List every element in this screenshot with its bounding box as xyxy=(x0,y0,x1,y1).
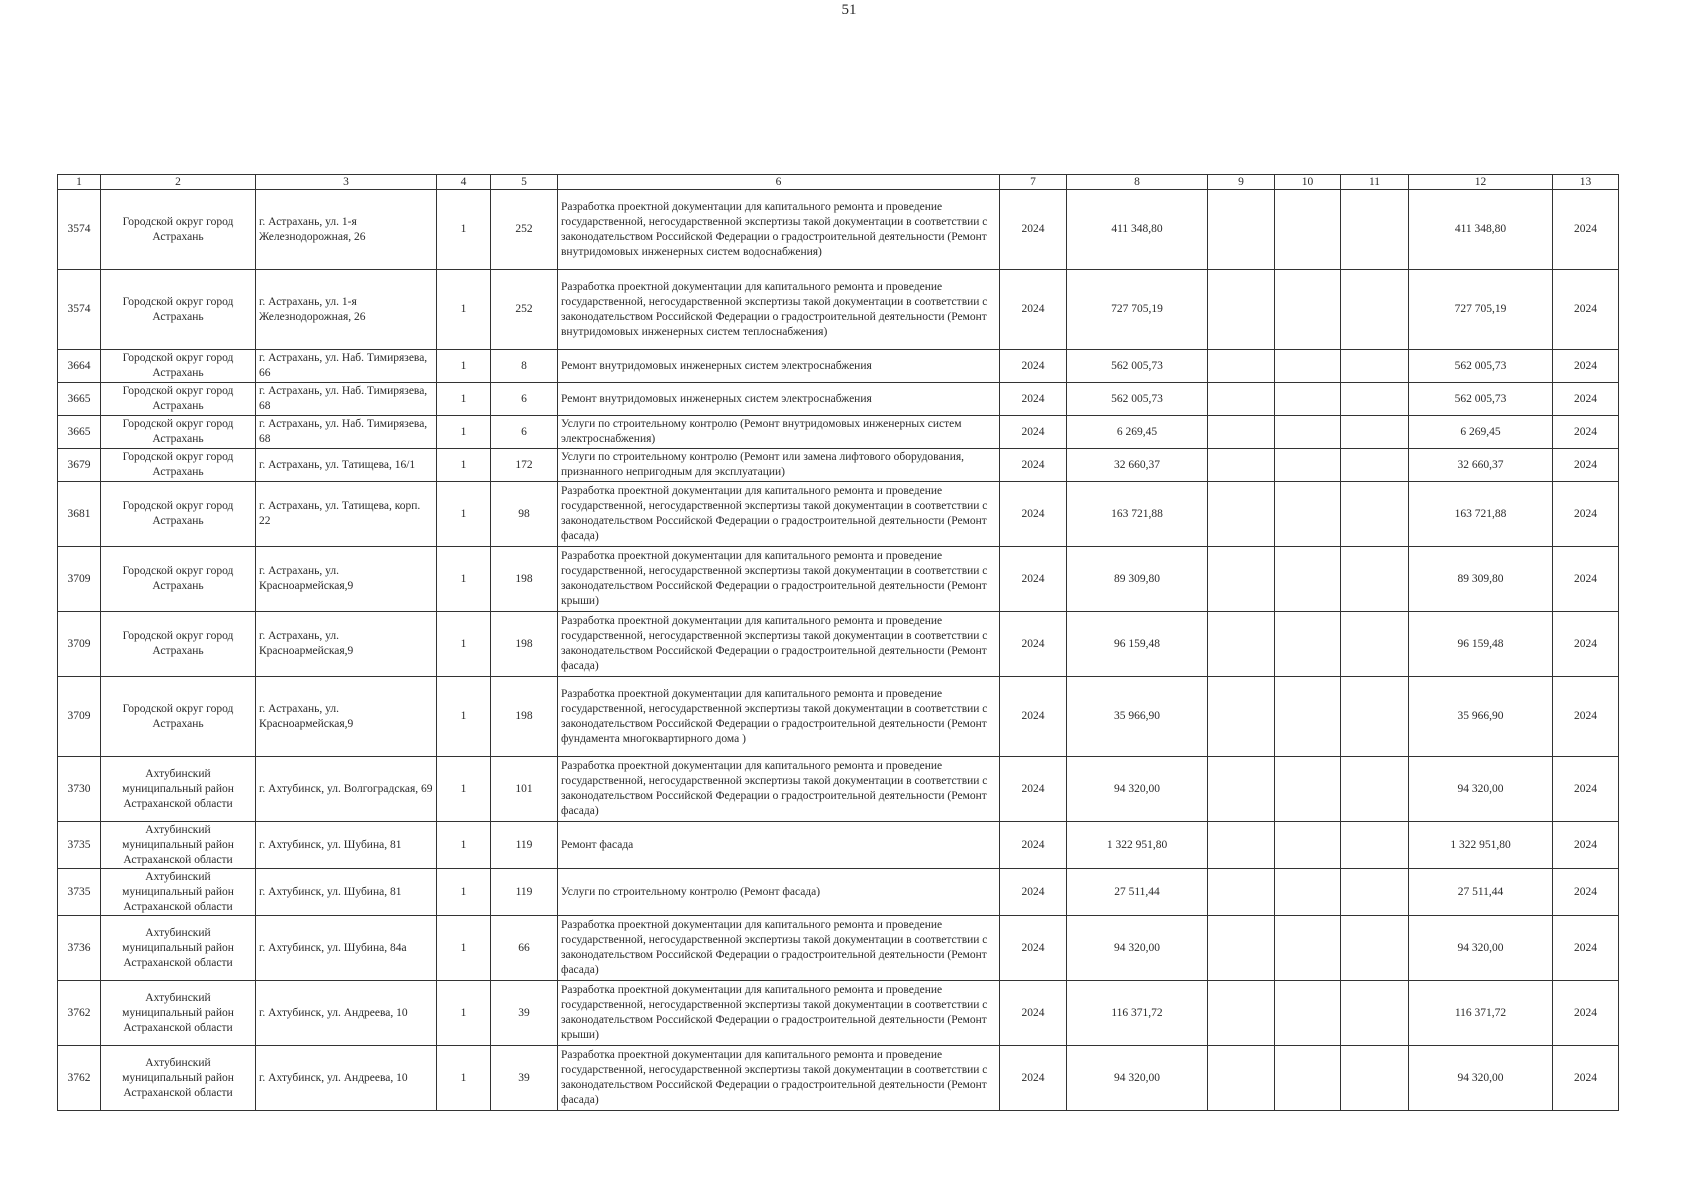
year-cell: 2024 xyxy=(1000,757,1067,822)
col5-cell: 119 xyxy=(491,822,558,869)
col-header: 5 xyxy=(491,175,558,190)
amount-cell: 32 660,37 xyxy=(1067,449,1208,482)
col5-cell: 98 xyxy=(491,482,558,547)
total-cell: 96 159,48 xyxy=(1409,612,1553,677)
col4-cell: 1 xyxy=(437,547,491,612)
year-cell: 2024 xyxy=(1000,677,1067,757)
amount-cell: 94 320,00 xyxy=(1067,1046,1208,1111)
col-header: 7 xyxy=(1000,175,1067,190)
completion-year-cell: 2024 xyxy=(1553,416,1619,449)
col11-cell xyxy=(1341,757,1409,822)
address-cell: г. Ахтубинск, ул. Волгоградская, 69 xyxy=(256,757,437,822)
district-cell: Ахтубинский муниципальный район Астраханской области xyxy=(101,869,256,916)
row-number: 3574 xyxy=(58,190,101,270)
col10-cell xyxy=(1275,981,1341,1046)
col9-cell xyxy=(1208,981,1275,1046)
row-number: 3730 xyxy=(58,757,101,822)
row-number: 3709 xyxy=(58,612,101,677)
year-cell: 2024 xyxy=(1000,190,1067,270)
col-header: 4 xyxy=(437,175,491,190)
page-number: 51 xyxy=(841,2,857,18)
district-cell: Ахтубинский муниципальный район Астраханской области xyxy=(101,981,256,1046)
row-number: 3709 xyxy=(58,547,101,612)
header-row xyxy=(58,175,1619,190)
col-header: 13 xyxy=(1553,175,1619,190)
address-cell: г. Астрахань, ул. Наб. Тимирязева, 68 xyxy=(256,383,437,416)
work-description: Услуги по строительному контролю (Ремонт внутридомовых инженерных систем электроснабжения) xyxy=(558,416,1000,449)
col9-cell xyxy=(1208,612,1275,677)
address-cell: г. Астрахань, ул. Красноармейская,9 xyxy=(256,677,437,757)
total-cell: 727 705,19 xyxy=(1409,270,1553,350)
completion-year-cell: 2024 xyxy=(1553,916,1619,981)
table-body xyxy=(58,190,1619,1111)
table-row xyxy=(58,612,1619,677)
completion-year-cell: 2024 xyxy=(1553,981,1619,1046)
col11-cell xyxy=(1341,612,1409,677)
col10-cell xyxy=(1275,869,1341,916)
amount-cell: 1 322 951,80 xyxy=(1067,822,1208,869)
col5-cell: 6 xyxy=(491,416,558,449)
col10-cell xyxy=(1275,612,1341,677)
completion-year-cell: 2024 xyxy=(1553,383,1619,416)
col10-cell xyxy=(1275,482,1341,547)
col5-cell: 39 xyxy=(491,1046,558,1111)
col10-cell xyxy=(1275,757,1341,822)
table-row xyxy=(58,677,1619,757)
total-cell: 116 371,72 xyxy=(1409,981,1553,1046)
amount-cell: 94 320,00 xyxy=(1067,916,1208,981)
completion-year-cell: 2024 xyxy=(1553,190,1619,270)
table-row xyxy=(58,1046,1619,1111)
work-description: Разработка проектной документации для капитального ремонта и проведение государственной, негосударственной экспертизы такой документации в соответствии с законодательством Российской Федерации о градостроительной деятельности (Ремонт внутридомовых инженерных систем теплоснабжения) xyxy=(558,270,1000,350)
total-cell: 562 005,73 xyxy=(1409,350,1553,383)
year-cell: 2024 xyxy=(1000,270,1067,350)
work-description: Услуги по строительному контролю (Ремонт фасада) xyxy=(558,869,1000,916)
total-cell: 562 005,73 xyxy=(1409,383,1553,416)
col5-cell: 39 xyxy=(491,981,558,1046)
col11-cell xyxy=(1341,190,1409,270)
col9-cell xyxy=(1208,383,1275,416)
district-cell: Городской округ город Астрахань xyxy=(101,383,256,416)
col11-cell xyxy=(1341,547,1409,612)
year-cell: 2024 xyxy=(1000,383,1067,416)
table-row xyxy=(58,416,1619,449)
col4-cell: 1 xyxy=(437,190,491,270)
address-cell: г. Астрахань, ул. Татищева, 16/1 xyxy=(256,449,437,482)
col4-cell: 1 xyxy=(437,482,491,547)
work-description: Разработка проектной документации для капитального ремонта и проведение государственной, негосударственной экспертизы такой документации в соответствии с законодательством Российской Федерации о градостроительной деятельности (Ремонт крыши) xyxy=(558,547,1000,612)
amount-cell: 116 371,72 xyxy=(1067,981,1208,1046)
year-cell: 2024 xyxy=(1000,449,1067,482)
work-description: Разработка проектной документации для капитального ремонта и проведение государственной, негосударственной экспертизы такой документации в соответствии с законодательством Российской Федерации о градостроительной деятельности (Ремонт фасада) xyxy=(558,1046,1000,1111)
year-cell: 2024 xyxy=(1000,416,1067,449)
year-cell: 2024 xyxy=(1000,869,1067,916)
district-cell: Городской округ город Астрахань xyxy=(101,350,256,383)
address-cell: г. Ахтубинск, ул. Андреева, 10 xyxy=(256,1046,437,1111)
address-cell: г. Астрахань, ул. Красноармейская,9 xyxy=(256,547,437,612)
table-row xyxy=(58,190,1619,270)
col4-cell: 1 xyxy=(437,869,491,916)
table-row xyxy=(58,449,1619,482)
col5-cell: 252 xyxy=(491,190,558,270)
district-cell: Городской округ город Астрахань xyxy=(101,547,256,612)
col4-cell: 1 xyxy=(437,981,491,1046)
total-cell: 94 320,00 xyxy=(1409,916,1553,981)
completion-year-cell: 2024 xyxy=(1553,482,1619,547)
work-description: Ремонт фасада xyxy=(558,822,1000,869)
col9-cell xyxy=(1208,416,1275,449)
col10-cell xyxy=(1275,449,1341,482)
col4-cell: 1 xyxy=(437,383,491,416)
col10-cell xyxy=(1275,822,1341,869)
table-row xyxy=(58,547,1619,612)
col11-cell xyxy=(1341,1046,1409,1111)
work-description: Разработка проектной документации для капитального ремонта и проведение государственной, негосударственной экспертизы такой документации в соответствии с законодательством Российской Федерации о градостроительной деятельности (Ремонт крыши) xyxy=(558,981,1000,1046)
row-number: 3735 xyxy=(58,822,101,869)
col4-cell: 1 xyxy=(437,757,491,822)
district-cell: Ахтубинский муниципальный район Астраханской области xyxy=(101,757,256,822)
completion-year-cell: 2024 xyxy=(1553,270,1619,350)
col5-cell: 198 xyxy=(491,677,558,757)
work-description: Разработка проектной документации для капитального ремонта и проведение государственной, негосударственной экспертизы такой документации в соответствии с законодательством Российской Федерации о градостроительной деятельности (Ремонт фасада) xyxy=(558,757,1000,822)
work-description: Разработка проектной документации для капитального ремонта и проведение государственной, негосударственной экспертизы такой документации в соответствии с законодательством Российской Федерации о градостроительной деятельности (Ремонт фасада) xyxy=(558,916,1000,981)
table-row xyxy=(58,383,1619,416)
col9-cell xyxy=(1208,482,1275,547)
amount-cell: 35 966,90 xyxy=(1067,677,1208,757)
col9-cell xyxy=(1208,190,1275,270)
work-description: Разработка проектной документации для капитального ремонта и проведение государственной, негосударственной экспертизы такой документации в соответствии с законодательством Российской Федерации о градостроительной деятельности (Ремонт фасада) xyxy=(558,482,1000,547)
completion-year-cell: 2024 xyxy=(1553,757,1619,822)
col-header: 2 xyxy=(101,175,256,190)
year-cell: 2024 xyxy=(1000,547,1067,612)
district-cell: Городской округ город Астрахань xyxy=(101,416,256,449)
district-cell: Городской округ город Астрахань xyxy=(101,677,256,757)
col9-cell xyxy=(1208,916,1275,981)
district-cell: Городской округ город Астрахань xyxy=(101,190,256,270)
col-header: 6 xyxy=(558,175,1000,190)
address-cell: г. Астрахань, ул. Наб. Тимирязева, 66 xyxy=(256,350,437,383)
col9-cell xyxy=(1208,757,1275,822)
year-cell: 2024 xyxy=(1000,482,1067,547)
col5-cell: 6 xyxy=(491,383,558,416)
col-header: 1 xyxy=(58,175,101,190)
address-cell: г. Астрахань, ул. Наб. Тимирязева, 68 xyxy=(256,416,437,449)
col5-cell: 8 xyxy=(491,350,558,383)
work-description: Ремонт внутридомовых инженерных систем электроснабжения xyxy=(558,383,1000,416)
completion-year-cell: 2024 xyxy=(1553,869,1619,916)
district-cell: Городской округ город Астрахань xyxy=(101,270,256,350)
total-cell: 35 966,90 xyxy=(1409,677,1553,757)
col10-cell xyxy=(1275,416,1341,449)
amount-cell: 562 005,73 xyxy=(1067,350,1208,383)
completion-year-cell: 2024 xyxy=(1553,449,1619,482)
col-header: 10 xyxy=(1275,175,1341,190)
col5-cell: 119 xyxy=(491,869,558,916)
address-cell: г. Ахтубинск, ул. Андреева, 10 xyxy=(256,981,437,1046)
col11-cell xyxy=(1341,869,1409,916)
total-cell: 27 511,44 xyxy=(1409,869,1553,916)
amount-cell: 89 309,80 xyxy=(1067,547,1208,612)
completion-year-cell: 2024 xyxy=(1553,1046,1619,1111)
table-row xyxy=(58,981,1619,1046)
amount-cell: 411 348,80 xyxy=(1067,190,1208,270)
work-description: Услуги по строительному контролю (Ремонт или замена лифтового оборудования, признанного непригодным для эксплуатации) xyxy=(558,449,1000,482)
col4-cell: 1 xyxy=(437,916,491,981)
address-cell: г. Ахтубинск, ул. Шубина, 81 xyxy=(256,822,437,869)
col10-cell xyxy=(1275,270,1341,350)
address-cell: г. Ахтубинск, ул. Шубина, 84а xyxy=(256,916,437,981)
year-cell: 2024 xyxy=(1000,350,1067,383)
col10-cell xyxy=(1275,383,1341,416)
table-row xyxy=(58,270,1619,350)
total-cell: 1 322 951,80 xyxy=(1409,822,1553,869)
amount-cell: 163 721,88 xyxy=(1067,482,1208,547)
col9-cell xyxy=(1208,677,1275,757)
year-cell: 2024 xyxy=(1000,916,1067,981)
district-cell: Городской округ город Астрахань xyxy=(101,449,256,482)
year-cell: 2024 xyxy=(1000,981,1067,1046)
col10-cell xyxy=(1275,547,1341,612)
col4-cell: 1 xyxy=(437,612,491,677)
register-table xyxy=(57,174,1619,1111)
row-number: 3735 xyxy=(58,869,101,916)
table-row xyxy=(58,916,1619,981)
col11-cell xyxy=(1341,416,1409,449)
amount-cell: 6 269,45 xyxy=(1067,416,1208,449)
col5-cell: 66 xyxy=(491,916,558,981)
total-cell: 32 660,37 xyxy=(1409,449,1553,482)
row-number: 3664 xyxy=(58,350,101,383)
col4-cell: 1 xyxy=(437,416,491,449)
table-row xyxy=(58,350,1619,383)
address-cell: г. Астрахань, ул. 1-я Железнодорожная, 26 xyxy=(256,270,437,350)
row-number: 3709 xyxy=(58,677,101,757)
total-cell: 163 721,88 xyxy=(1409,482,1553,547)
col11-cell xyxy=(1341,482,1409,547)
address-cell: г. Ахтубинск, ул. Шубина, 81 xyxy=(256,869,437,916)
col5-cell: 198 xyxy=(491,547,558,612)
col4-cell: 1 xyxy=(437,270,491,350)
year-cell: 2024 xyxy=(1000,1046,1067,1111)
col10-cell xyxy=(1275,916,1341,981)
amount-cell: 562 005,73 xyxy=(1067,383,1208,416)
completion-year-cell: 2024 xyxy=(1553,350,1619,383)
year-cell: 2024 xyxy=(1000,612,1067,677)
row-number: 3574 xyxy=(58,270,101,350)
table-row xyxy=(58,757,1619,822)
work-description: Разработка проектной документации для капитального ремонта и проведение государственной, негосударственной экспертизы такой документации в соответствии с законодательством Российской Федерации о градостроительной деятельности (Ремонт фасада) xyxy=(558,612,1000,677)
completion-year-cell: 2024 xyxy=(1553,547,1619,612)
col11-cell xyxy=(1341,449,1409,482)
col11-cell xyxy=(1341,350,1409,383)
total-cell: 6 269,45 xyxy=(1409,416,1553,449)
amount-cell: 94 320,00 xyxy=(1067,757,1208,822)
col9-cell xyxy=(1208,270,1275,350)
total-cell: 89 309,80 xyxy=(1409,547,1553,612)
col-header: 3 xyxy=(256,175,437,190)
col11-cell xyxy=(1341,981,1409,1046)
table-row xyxy=(58,482,1619,547)
col9-cell xyxy=(1208,547,1275,612)
col5-cell: 198 xyxy=(491,612,558,677)
col10-cell xyxy=(1275,350,1341,383)
total-cell: 94 320,00 xyxy=(1409,1046,1553,1111)
row-number: 3665 xyxy=(58,416,101,449)
col9-cell xyxy=(1208,822,1275,869)
row-number: 3762 xyxy=(58,981,101,1046)
col4-cell: 1 xyxy=(437,449,491,482)
row-number: 3679 xyxy=(58,449,101,482)
district-cell: Ахтубинский муниципальный район Астраханской области xyxy=(101,1046,256,1111)
total-cell: 94 320,00 xyxy=(1409,757,1553,822)
row-number: 3681 xyxy=(58,482,101,547)
col10-cell xyxy=(1275,190,1341,270)
col-header: 12 xyxy=(1409,175,1553,190)
col11-cell xyxy=(1341,916,1409,981)
district-cell: Городской округ город Астрахань xyxy=(101,482,256,547)
completion-year-cell: 2024 xyxy=(1553,677,1619,757)
col4-cell: 1 xyxy=(437,822,491,869)
work-description: Разработка проектной документации для капитального ремонта и проведение государственной, негосударственной экспертизы такой документации в соответствии с законодательством Российской Федерации о градостроительной деятельности (Ремонт внутридомовых инженерных систем водоснабжения) xyxy=(558,190,1000,270)
address-cell: г. Астрахань, ул. Татищева, корп. 22 xyxy=(256,482,437,547)
amount-cell: 27 511,44 xyxy=(1067,869,1208,916)
col-header: 8 xyxy=(1067,175,1208,190)
col5-cell: 252 xyxy=(491,270,558,350)
district-cell: Городской округ город Астрахань xyxy=(101,612,256,677)
completion-year-cell: 2024 xyxy=(1553,822,1619,869)
col5-cell: 172 xyxy=(491,449,558,482)
amount-cell: 727 705,19 xyxy=(1067,270,1208,350)
work-description: Ремонт внутридомовых инженерных систем электроснабжения xyxy=(558,350,1000,383)
year-cell: 2024 xyxy=(1000,822,1067,869)
address-cell: г. Астрахань, ул. Красноармейская,9 xyxy=(256,612,437,677)
district-cell: Ахтубинский муниципальный район Астраханской области xyxy=(101,822,256,869)
col4-cell: 1 xyxy=(437,677,491,757)
row-number: 3762 xyxy=(58,1046,101,1111)
col11-cell xyxy=(1341,677,1409,757)
row-number: 3736 xyxy=(58,916,101,981)
col10-cell xyxy=(1275,677,1341,757)
row-number: 3665 xyxy=(58,383,101,416)
col-header: 11 xyxy=(1341,175,1409,190)
completion-year-cell: 2024 xyxy=(1553,612,1619,677)
col4-cell: 1 xyxy=(437,350,491,383)
col10-cell xyxy=(1275,1046,1341,1111)
table-row xyxy=(58,869,1619,916)
col9-cell xyxy=(1208,449,1275,482)
district-cell: Ахтубинский муниципальный район Астраханской области xyxy=(101,916,256,981)
col9-cell xyxy=(1208,1046,1275,1111)
total-cell: 411 348,80 xyxy=(1409,190,1553,270)
table-row xyxy=(58,822,1619,869)
work-description: Разработка проектной документации для капитального ремонта и проведение государственной, негосударственной экспертизы такой документации в соответствии с законодательством Российской Федерации о градостроительной деятельности (Ремонт фундамента многоквартирного дома ) xyxy=(558,677,1000,757)
amount-cell: 96 159,48 xyxy=(1067,612,1208,677)
col4-cell: 1 xyxy=(437,1046,491,1111)
col5-cell: 101 xyxy=(491,757,558,822)
col11-cell xyxy=(1341,383,1409,416)
col11-cell xyxy=(1341,270,1409,350)
col9-cell xyxy=(1208,350,1275,383)
col11-cell xyxy=(1341,822,1409,869)
address-cell: г. Астрахань, ул. 1-я Железнодорожная, 26 xyxy=(256,190,437,270)
col9-cell xyxy=(1208,869,1275,916)
col-header: 9 xyxy=(1208,175,1275,190)
